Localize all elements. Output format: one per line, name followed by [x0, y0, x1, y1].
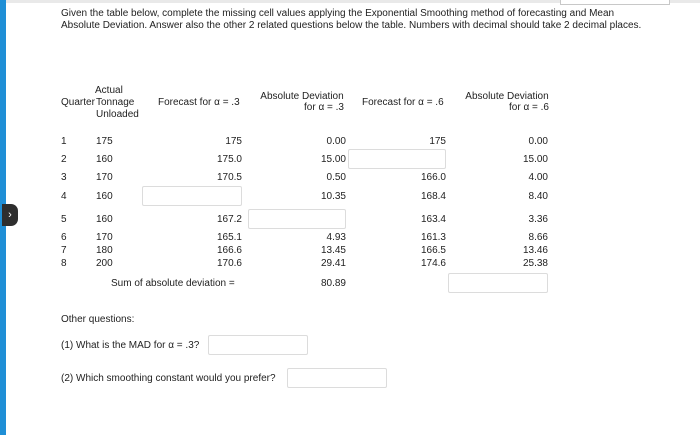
row6-quarter: 6: [61, 232, 67, 243]
row3-forecast-06: 166.0: [420, 172, 446, 183]
header-abs-dev-06: [455, 91, 559, 113]
row1-forecast-03: 175: [225, 136, 242, 147]
sum-abs-dev-03: 80.89: [320, 278, 346, 289]
row5-forecast-06: 163.4: [420, 214, 446, 225]
sum-abs-dev-06-input[interactable]: [448, 273, 548, 293]
header-quarter: Quarter: [61, 97, 95, 108]
row1-abs-dev-03: 0.00: [326, 136, 346, 147]
row5-forecast-03: 167.2: [216, 214, 242, 225]
row1-quarter: 1: [61, 136, 67, 147]
row7-actual: 180: [96, 245, 113, 256]
chevron-right-icon[interactable]: ›: [2, 204, 18, 226]
row6-forecast-03: 165.1: [216, 232, 242, 243]
row2-quarter: 2: [61, 154, 67, 165]
header-abs-dev-06-line1: Absolute Deviation: [465, 91, 549, 102]
row1-abs-dev-06: 0.00: [528, 136, 548, 147]
header-forecast-06: Forecast for α = .6: [362, 97, 444, 108]
header-actual-line3: Unloaded: [96, 109, 139, 120]
row7-forecast-03: 166.6: [216, 245, 242, 256]
row7-abs-dev-06: 13.46: [522, 245, 548, 256]
header-forecast-03: Forecast for α = .3: [158, 97, 240, 108]
other-questions-title: Other questions:: [61, 314, 135, 325]
row7-quarter: 7: [61, 245, 67, 256]
row2-forecast-06-input[interactable]: [348, 149, 446, 169]
row5-abs-dev-03-input[interactable]: [248, 209, 346, 229]
row4-quarter: 4: [61, 191, 67, 202]
row3-abs-dev-03: 0.50: [326, 172, 346, 183]
row6-actual: 170: [96, 232, 113, 243]
row8-forecast-03: 170.6: [216, 258, 242, 269]
row7-abs-dev-03: 13.45: [320, 245, 346, 256]
row8-abs-dev-06: 25.38: [522, 258, 548, 269]
row2-abs-dev-03: 15.00: [320, 154, 346, 165]
row4-forecast-06: 168.4: [420, 191, 446, 202]
row3-quarter: 3: [61, 172, 67, 183]
row3-forecast-03: 170.5: [216, 172, 242, 183]
header-abs-dev-06-line2: for α = .6: [509, 102, 549, 113]
question2-answer-input[interactable]: [287, 368, 387, 388]
question2-text: (2) Which smoothing constant would you prefer?: [61, 373, 276, 384]
row1-actual: 175: [96, 136, 113, 147]
row7-forecast-06: 166.5: [420, 245, 446, 256]
row8-forecast-06: 174.6: [420, 258, 446, 269]
row5-quarter: 5: [61, 214, 67, 225]
header-actual-line1: Actual: [95, 85, 123, 96]
row4-actual: 160: [96, 191, 113, 202]
instructions-text: Given the table below, complete the missing cell values applying the Exponential Smoothing method of forecasting and Mean Absolute Deviation. Answer also the other 2 related questions below the table. Numbers with decimal should take 2 decimal places.: [61, 8, 642, 31]
row8-abs-dev-03: 29.41: [320, 258, 346, 269]
row6-abs-dev-06: 8.66: [528, 232, 548, 243]
row3-abs-dev-06: 4.00: [528, 172, 548, 183]
header-actual-line2: Tonnage: [96, 97, 135, 108]
top-frame-input: [560, 0, 670, 5]
row3-actual: 170: [96, 172, 113, 183]
row5-actual: 160: [96, 214, 113, 225]
row6-abs-dev-03: 4.93: [326, 232, 346, 243]
row2-abs-dev-06: 15.00: [522, 154, 548, 165]
row4-abs-dev-06: 8.40: [528, 191, 548, 202]
question1-text: (1) What is the MAD for α = .3?: [61, 340, 200, 351]
row2-actual: 160: [96, 154, 113, 165]
header-abs-dev-03-line1: Absolute Deviation: [260, 91, 344, 102]
sum-label: Sum of absolute deviation =: [111, 278, 235, 289]
header-abs-dev-03: [250, 91, 354, 113]
row4-forecast-03-input[interactable]: [142, 186, 242, 206]
row8-actual: 200: [96, 258, 113, 269]
row1-forecast-06: 175: [429, 136, 446, 147]
header-abs-dev-03-line2: for α = .3: [304, 102, 344, 113]
row8-quarter: 8: [61, 258, 67, 269]
question1-answer-input[interactable]: [208, 335, 308, 355]
row4-abs-dev-03: 10.35: [320, 191, 346, 202]
row5-abs-dev-06: 3.36: [528, 214, 548, 225]
row2-forecast-03: 175.0: [216, 154, 242, 165]
row6-forecast-06: 161.3: [420, 232, 446, 243]
